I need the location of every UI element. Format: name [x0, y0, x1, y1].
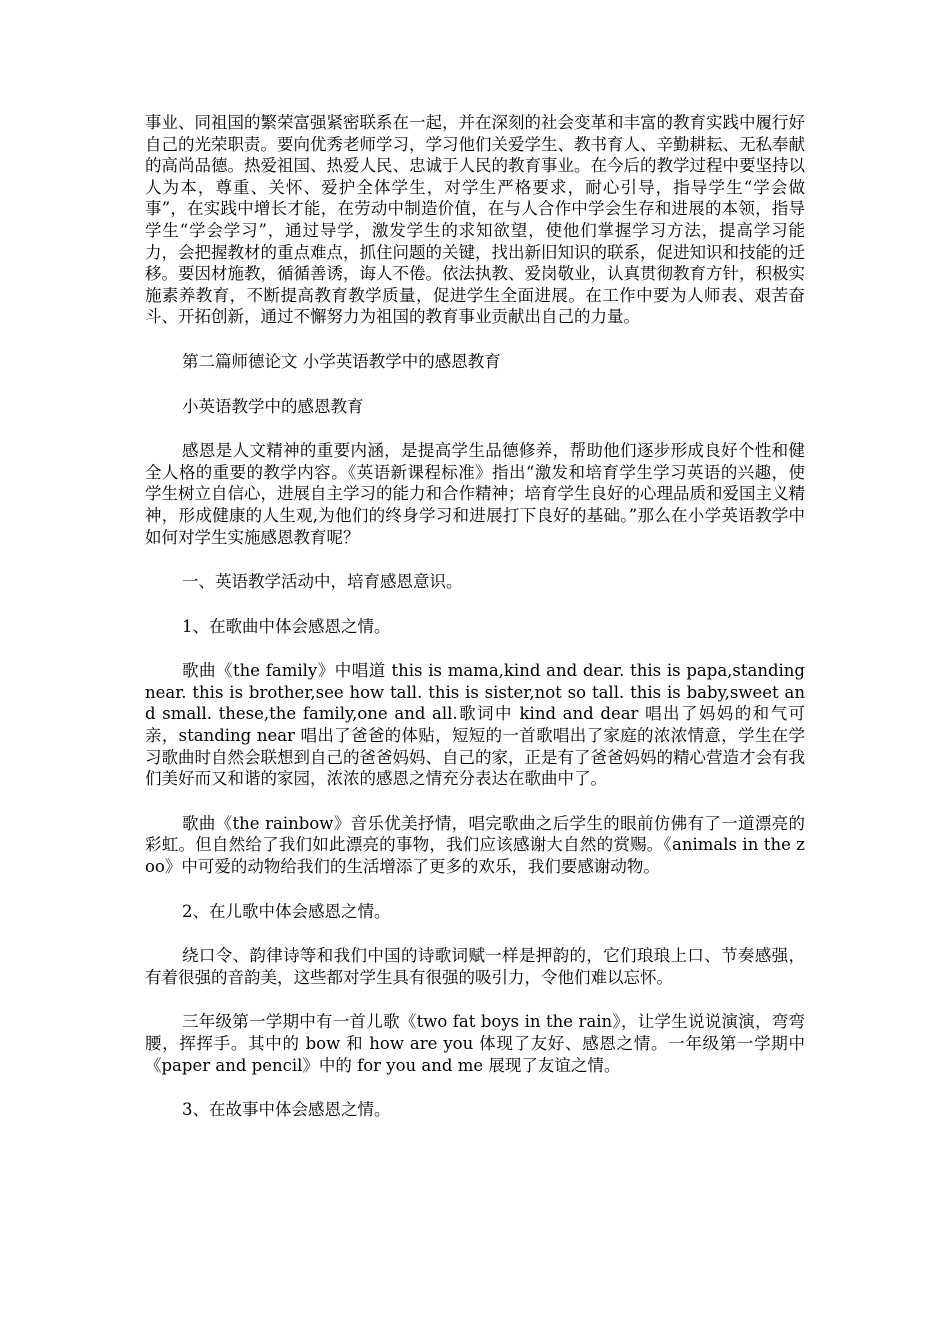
paragraph-rainbow-song: 歌曲《the rainbow》音乐优美抒情，唱完歌曲之后学生的眼前仿佛有了一道漂亮的彩虹。但自然给了我们如此漂亮的事物，我们应该感谢大自然的赏赐。《animals in the zoo》中可爱的动物给我们的生活增添了更多的欢乐，我们要感谢动物。	[145, 813, 805, 877]
paragraph-fat-boys-rhyme: 三年级第一学期中有一首儿歌《two fat boys in the rain》，让学生说说演演，弯弯腰，挥挥手。其中的 bow 和 how are you 体现了友好、感恩之情。一年级第一学期中《paper and pencil》中的 for you and me 展现了友谊之情。	[145, 1012, 805, 1075]
paragraph-family-song: 歌曲《the family》中唱道 this is mama,kind and dear. this is papa,standing near. this is brother,see how tall. this is sister,not so tall. this is baby,sweet and small. these,the family,one and all.歌词中 kind and dear 唱出了妈妈的和气可亲，standing near 唱出了爸爸的体贴，短短的一首歌唱出了家庭的浓浓情意，学生在学习歌曲时自然会联想到自己的爸爸妈妈、自己的家，正是有了爸爸妈妈的精心营造才会有我们美好而又和谐的家园，浓浓的感恩之情充分表达在歌曲中了。	[145, 661, 805, 789]
paragraph-teacher-duty: 事业、同祖国的繁荣富强紧密联系在一起，并在深刻的社会变革和丰富的教育实践中履行好自己的光荣职责。要向优秀老师学习，学习他们关爱学生、教书育人、辛勤耕耘、无私奉献的高尚品德。热爱祖国、热爱人民、忠诚于人民的教育事业。在今后的教学过程中要坚持以人为本，尊重、关怀、爱护全体学生，对学生严格要求，耐心引导，指导学生“学会做事”，在实践中增长才能，在劳动中制造价值，在与人合作中学会生存和进展的本领，指导学生“学会学习”，通过导学，激发学生的求知欲望，使他们掌握学习方法，提高学习能力，会把握教材的重点难点，抓住问题的关键，找出新旧知识的联系，促进知识和技能的迁移。要因材施教，循循善诱，诲人不倦。依法执教、爱岗敬业，认真贯彻教育方针，积极实施素养教育，不断提高教育教学质量，促进学生全面进展。在工作中要为人师表、艰苦奋斗、开拓创新，通过不懈努力为祖国的教育事业贡献出自己的力量。	[145, 113, 805, 327]
heading-part-one: 一、英语教学活动中，培育感恩意识。	[182, 572, 463, 592]
paragraph-gratitude-intro: 感恩是人文精神的重要内涵，是提高学生品德修养，帮助他们逐步形成良好个性和健全人格的重要的教学内容。《英语新课程标准》指出“激发和培育学生学习英语的兴趣，使学生树立自信心，进展自主学习的能力和合作精神；培育学生良好的心理品质和爱国主义精神，形成健康的人生观,为他们的终身学习和进展打下良好的基础。”那么在小学英语教学中如何对学生实施感恩教育呢？	[145, 441, 805, 547]
article-title: 小英语教学中的感恩教育	[182, 396, 364, 416]
section-title: 第二篇师德论文 小学英语教学中的感恩教育	[182, 351, 501, 371]
heading-nursery-rhymes: 2、在儿歌中体会感恩之情。	[182, 901, 391, 921]
heading-songs: 1、在歌曲中体会感恩之情。	[182, 616, 391, 636]
paragraph-tongue-twisters: 绕口令、韵律诗等和我们中国的诗歌词赋一样是押韵的，它们琅琅上口、节奏感强，有着很强的音韵美，这些都对学生具有很强的吸引力，令他们难以忘怀。	[145, 946, 805, 987]
heading-stories: 3、在故事中体会感恩之情。	[182, 1100, 391, 1120]
document-page	[145, 112, 805, 1121]
